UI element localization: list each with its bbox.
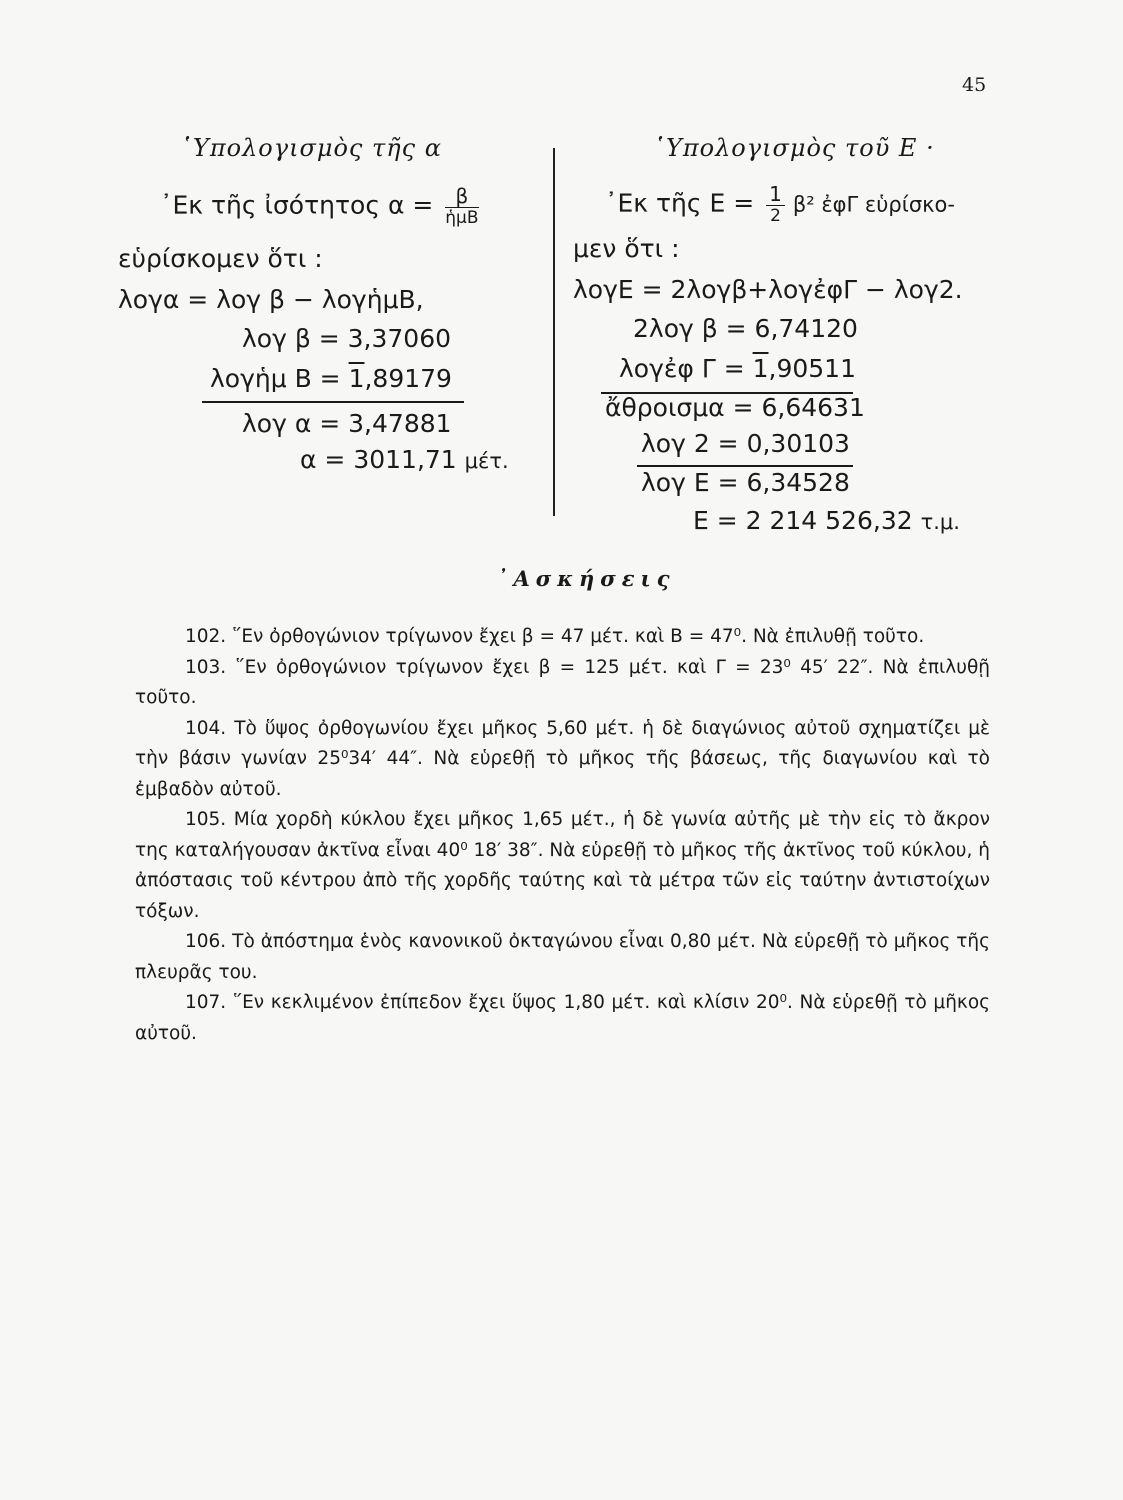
sum-rule [202, 401, 464, 403]
column-divider [553, 148, 555, 516]
right-line-2: μεν ὅτι : [573, 234, 680, 263]
right-line-9-unit: τ.μ. [920, 510, 960, 534]
fraction-denominator: ἡμΒ [445, 208, 479, 228]
fraction [766, 184, 785, 225]
left-line-5 [210, 366, 452, 391]
fraction-denominator: 2 [770, 206, 781, 226]
right-line-9-value: Ε = 2 214 526,32 [693, 506, 913, 535]
exercise-103: 103. ῞Εν ὀρθογώνιον τρίγωνον ἔχει β = 125 μέτ. καὶ Γ = 23⁰ 45′ 22″. Νὰ ἐπιλυθῇ τοῦτο. [135, 656, 990, 708]
right-line-3: λογΕ = 2λογβ+λογἐφΓ − λογ2. [573, 275, 963, 304]
exercise-104: 104. Τὸ ὕψος ὀρθογωνίου ἔχει μῆκος 5,60 μέτ. ἡ δὲ διαγώνιος αὐτοῦ σχηματίζει μὲ τὴν βάσιν γωνίαν 25⁰34′ 44″. Νὰ εὑρεθῇ τὸ μῆκος τῆς βάσεως, τῆς διαγωνίου καὶ τὸ ἐμβαδὸν αὐτοῦ. [135, 717, 990, 800]
right-line-1 [605, 184, 955, 225]
right-line-6: ἄθροισμα = 6,64631 [605, 393, 865, 422]
left-line-7-unit: μέτ. [464, 449, 509, 473]
left-line-2: εὑρίσκομεν ὅτι : [118, 244, 323, 273]
fraction [445, 186, 478, 227]
exercise-105: 105. Μία χορδὴ κύκλου ἔχει μῆκος 1,65 μέτ., ἡ δὲ γωνία αὐτῆς μὲ τὴν εἰς τὸ ἄκρον της καταλήγουσαν ἀκτῖνα εἶναι 40⁰ 18′ 38″. Νὰ εὑρεθῇ τὸ μῆκος τῆς ἀκτῖνος τοῦ κύκλου, ἡ ἀπόστασις τοῦ κέντρου ἀπὸ τῆς χορδῆς ταύτης καὶ τὰ μέτρα τῶν εἰς ταύτην ἀντιστοίχων τόξων. [135, 809, 990, 922]
exercise-107: 107. ῞Εν κεκλιμένον ἐπίπεδον ἔχει ὕψος 1,80 μέτ. καὶ κλίσιν 20⁰. Νὰ εὑρεθῇ τὸ μῆκος αὐτοῦ. [135, 992, 990, 1044]
right-line-1-text: ᾿Εκ τῆς Ε = [605, 188, 755, 218]
difference-rule [637, 465, 853, 467]
right-line-8: λογ Ε = 6,34528 [641, 468, 850, 497]
bar-characteristic: 1 [348, 364, 365, 393]
fraction-numerator: 1 [766, 184, 785, 206]
bar-characteristic: 1 [752, 354, 769, 383]
left-heading: ῾Υπολογισμὸς τῆς α [180, 134, 442, 162]
exercise-102: 102. ῞Εν ὀρθογώνιον τρίγωνον ἔχει β = 47 μέτ. καὶ Β = 47⁰. Νὰ ἐπιλυθῇ τοῦτο. [185, 626, 925, 647]
right-heading: ῾Υπολογισμὸς τοῦ Ε · [653, 134, 935, 162]
left-line-7-value: α = 3011,71 [300, 445, 457, 474]
right-line-5 [619, 356, 856, 381]
left-line-5-label: λογἡμ Β = [210, 364, 349, 393]
left-line-1 [160, 186, 479, 227]
left-line-7 [300, 447, 509, 472]
exercise-106: 106. Τὸ ἀπόστημα ἑνὸς κανονικοῦ ὀκταγώνου εἶναι 0,80 μέτ. Νὰ εὑρεθῇ τὸ μῆκος τῆς πλευρᾶς του. [135, 931, 990, 983]
fraction-numerator: β [445, 186, 478, 208]
left-line-6: λογ α = 3,47881 [242, 409, 452, 438]
right-line-1-rest: β² ἐφΓ εὑρίσκο- [792, 192, 955, 217]
left-line-1-text: ᾿Εκ τῆς ἰσότητος α = [160, 190, 434, 220]
left-line-3: λογα = λογ β − λογἡμΒ, [118, 285, 424, 314]
exercises-title: ᾿Ασκήσεις [497, 566, 676, 591]
page-number: 45 [962, 74, 987, 96]
left-line-4: λογ β = 3,37060 [242, 324, 452, 353]
right-line-5-label: λογἐφ Γ = [619, 354, 753, 383]
right-line-9 [693, 508, 960, 533]
right-line-5-mantissa: ,90511 [768, 354, 856, 383]
right-line-4: 2λογ β = 6,74120 [633, 314, 858, 343]
left-line-5-mantissa: ,89179 [364, 364, 452, 393]
exercise-list [135, 622, 990, 1049]
right-line-7: λογ 2 = 0,30103 [641, 429, 850, 458]
